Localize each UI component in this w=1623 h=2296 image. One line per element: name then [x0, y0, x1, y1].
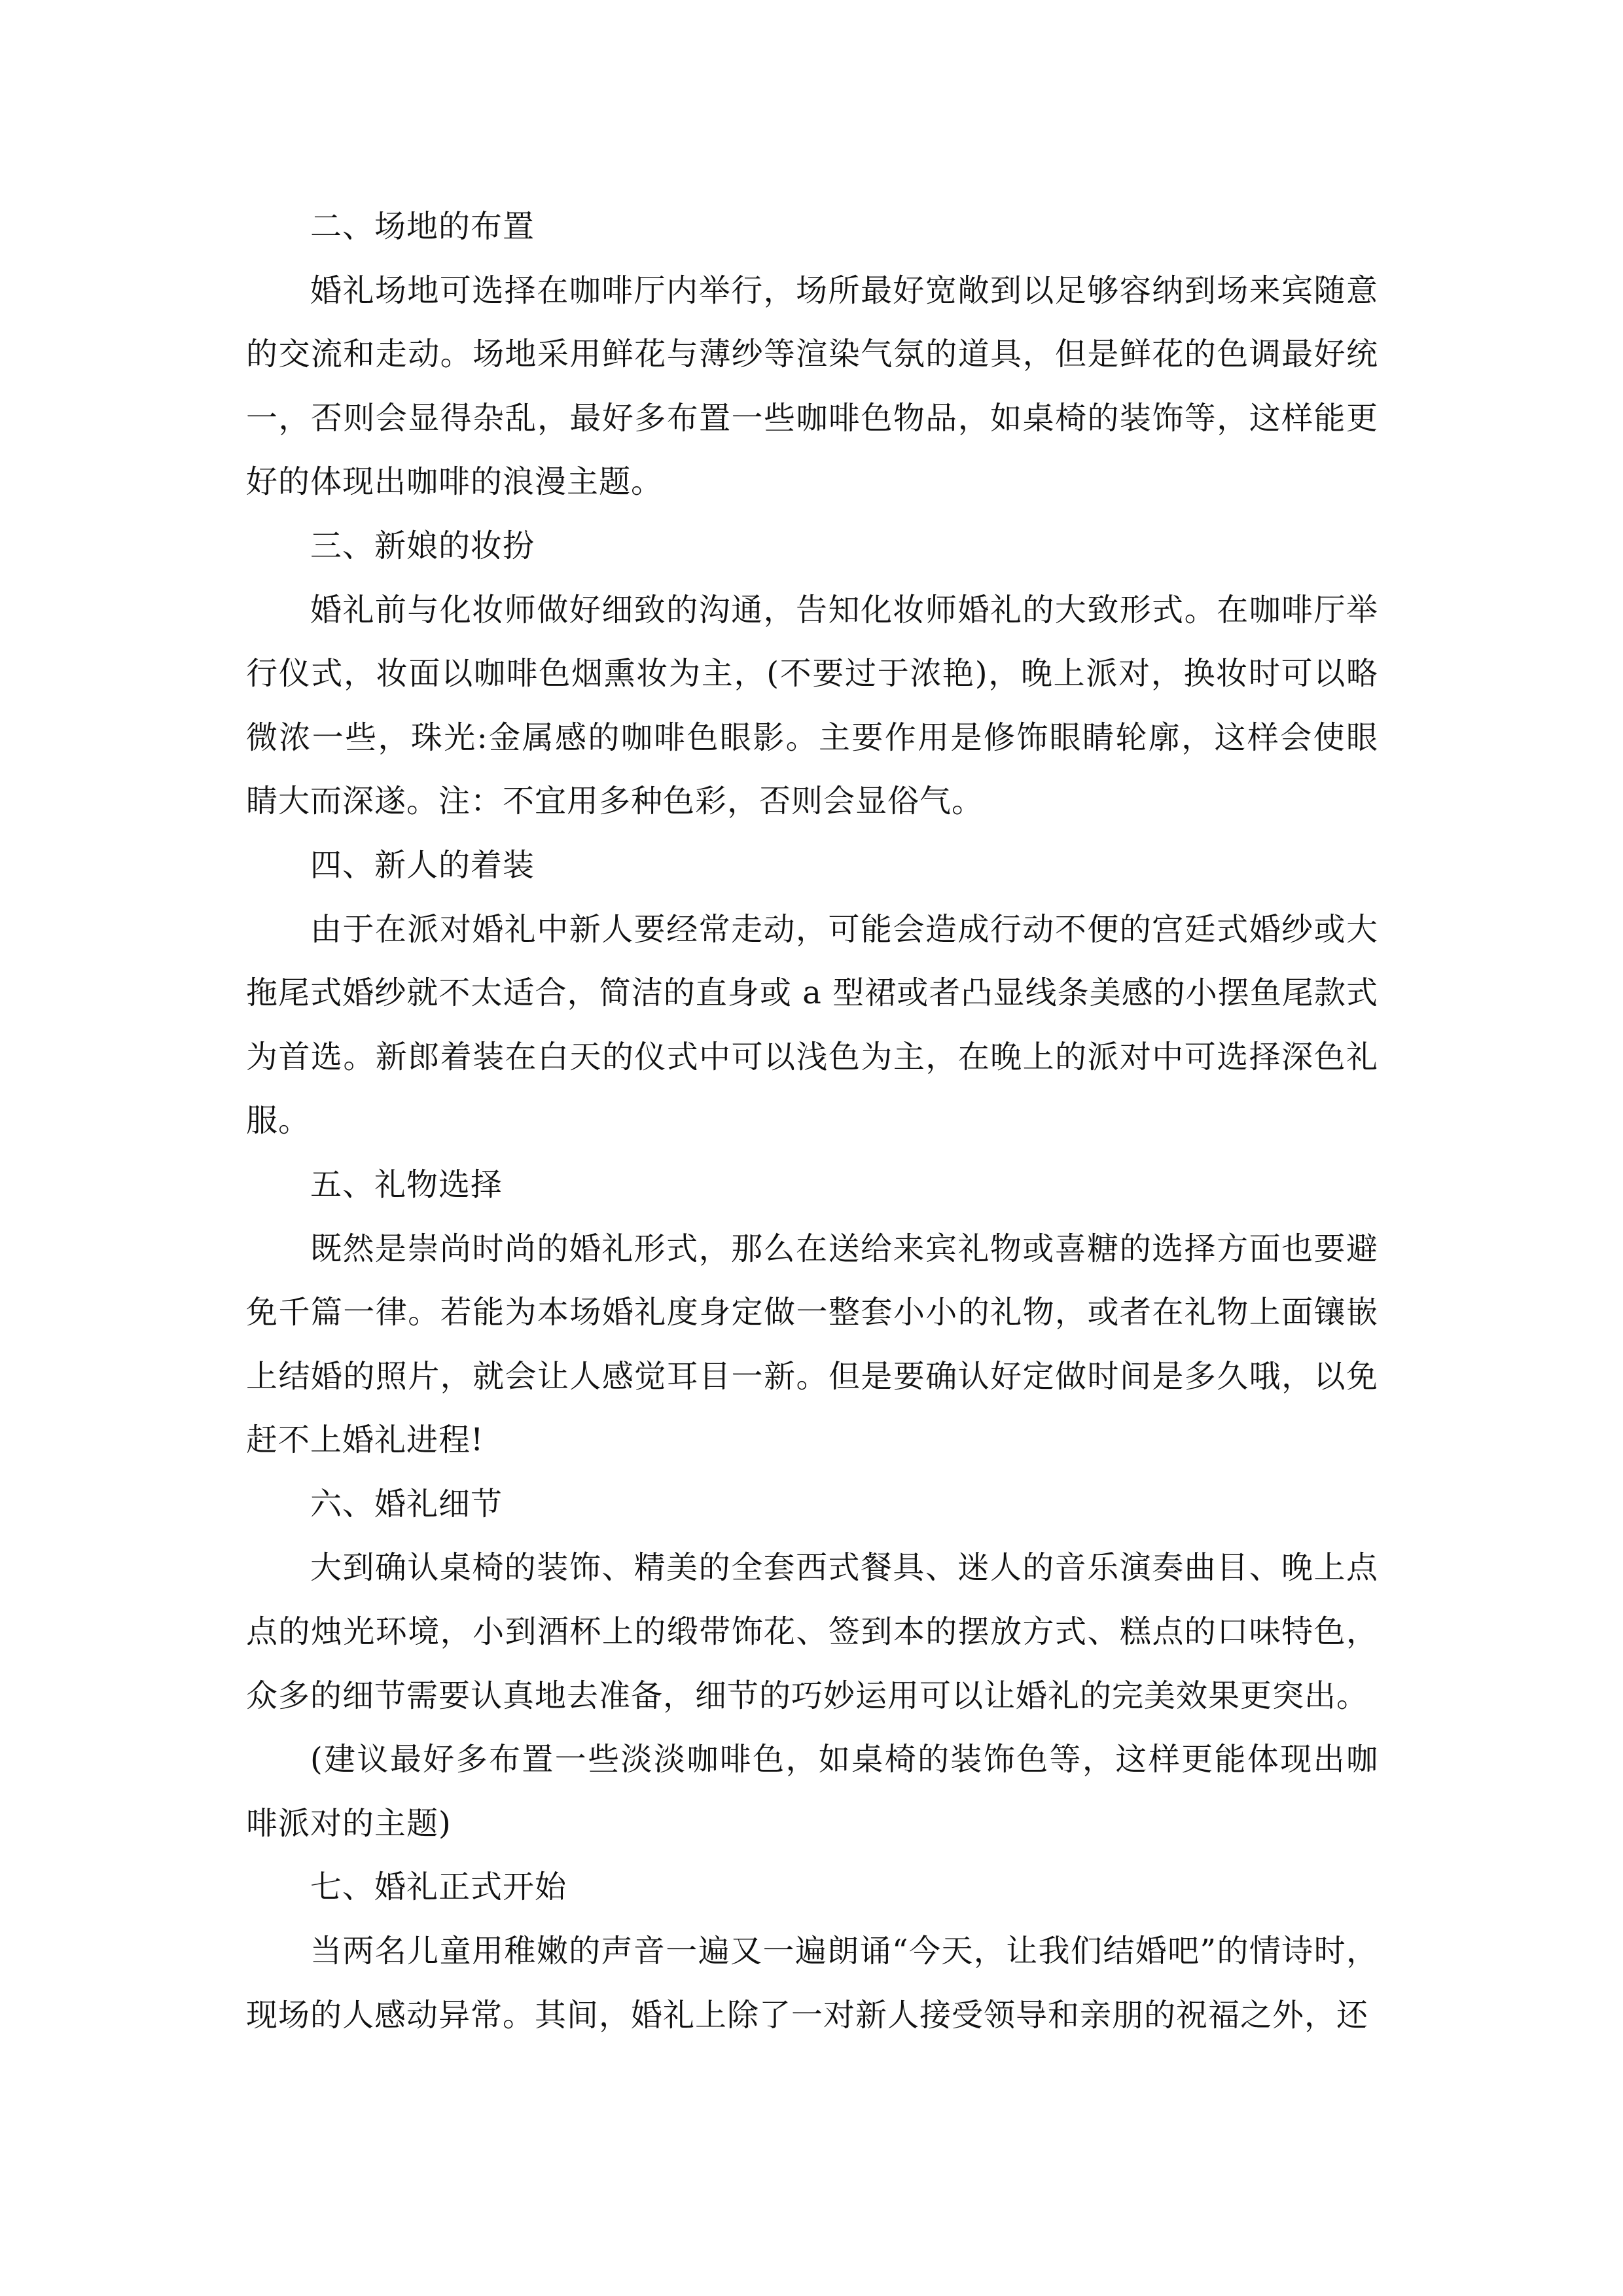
body-paragraph: 婚礼前与化妆师做好细致的沟通，告知化妆师婚礼的大致形式。在咖啡厅举行仪式，妆面以咖啡色烟熏妆为主，(不要过于浓艳)，晚上派对，换妆时可以略微浓一些，珠光:金属感的咖啡色眼影。主要作用是修饰眼睛轮廓，这样会使眼睛大而深遂。注：不宜用多种色彩，否则会显俗气。: [246, 591, 1378, 820]
body-paragraph: (建议最好多布置一些淡淡咖啡色，如桌椅的装饰色等，这样更能体现出咖啡派对的主题): [246, 1741, 1378, 1842]
body-paragraph: 婚礼场地可选择在咖啡厅内举行，场所最好宽敞到以足够容纳到场来宾随意的交流和走动。场地采用鲜花与薄纱等渲染气氛的道具，但是鲜花的色调最好统一，否则会显得杂乱，最好多布置一些咖啡色物品，如桌椅的装饰等，这样能更好的体现出咖啡的浪漫主题。: [246, 272, 1378, 501]
section-heading: 三、新娘的妆扮: [310, 527, 535, 564]
body-paragraph: 既然是崇尚时尚的婚礼形式，那么在送给来宾礼物或喜糖的选择方面也要避免千篇一律。若能为本场婚礼度身定做一整套小小的礼物，或者在礼物上面镶嵌上结婚的照片，就会让人感觉耳目一新。但是要确认好定做时间是多久哦，以免赶不上婚礼进程!: [246, 1230, 1378, 1459]
section-heading: 四、新人的着装: [310, 846, 535, 884]
section-heading: 六、婚礼细节: [310, 1485, 503, 1522]
document-body: [246, 195, 1378, 2047]
body-paragraph: 当两名儿童用稚嫩的声音一遍又一遍朗诵“今天，让我们结婚吧”的情诗时，现场的人感动异常。其间，婚礼上除了一对新人接受领导和亲朋的祝福之外，还: [246, 1933, 1378, 2034]
body-paragraph: 大到确认桌椅的装饰、精美的全套西式餐具、迷人的音乐演奏曲目、晚上点点的烛光环境，小到酒杯上的缎带饰花、签到本的摆放方式、糕点的口味特色，众多的细节需要认真地去准备，细节的巧妙运用可以让婚礼的完美效果更突出。: [246, 1549, 1378, 1714]
section-heading: 二、场地的布置: [310, 208, 535, 245]
section-heading: 七、婚礼正式开始: [310, 1869, 567, 1906]
section-heading: 五、礼物选择: [310, 1166, 503, 1203]
body-paragraph: 由于在派对婚礼中新人要经常走动，可能会造成行动不便的宫廷式婚纱或大拖尾式婚纱就不太适合，简洁的直身或 a 型裙或者凸显线条美感的小摆鱼尾款式为首选。新郎着装在白天的仪式中可以浅色为主，在晚上的派对中可选择深色礼服。: [246, 910, 1378, 1139]
